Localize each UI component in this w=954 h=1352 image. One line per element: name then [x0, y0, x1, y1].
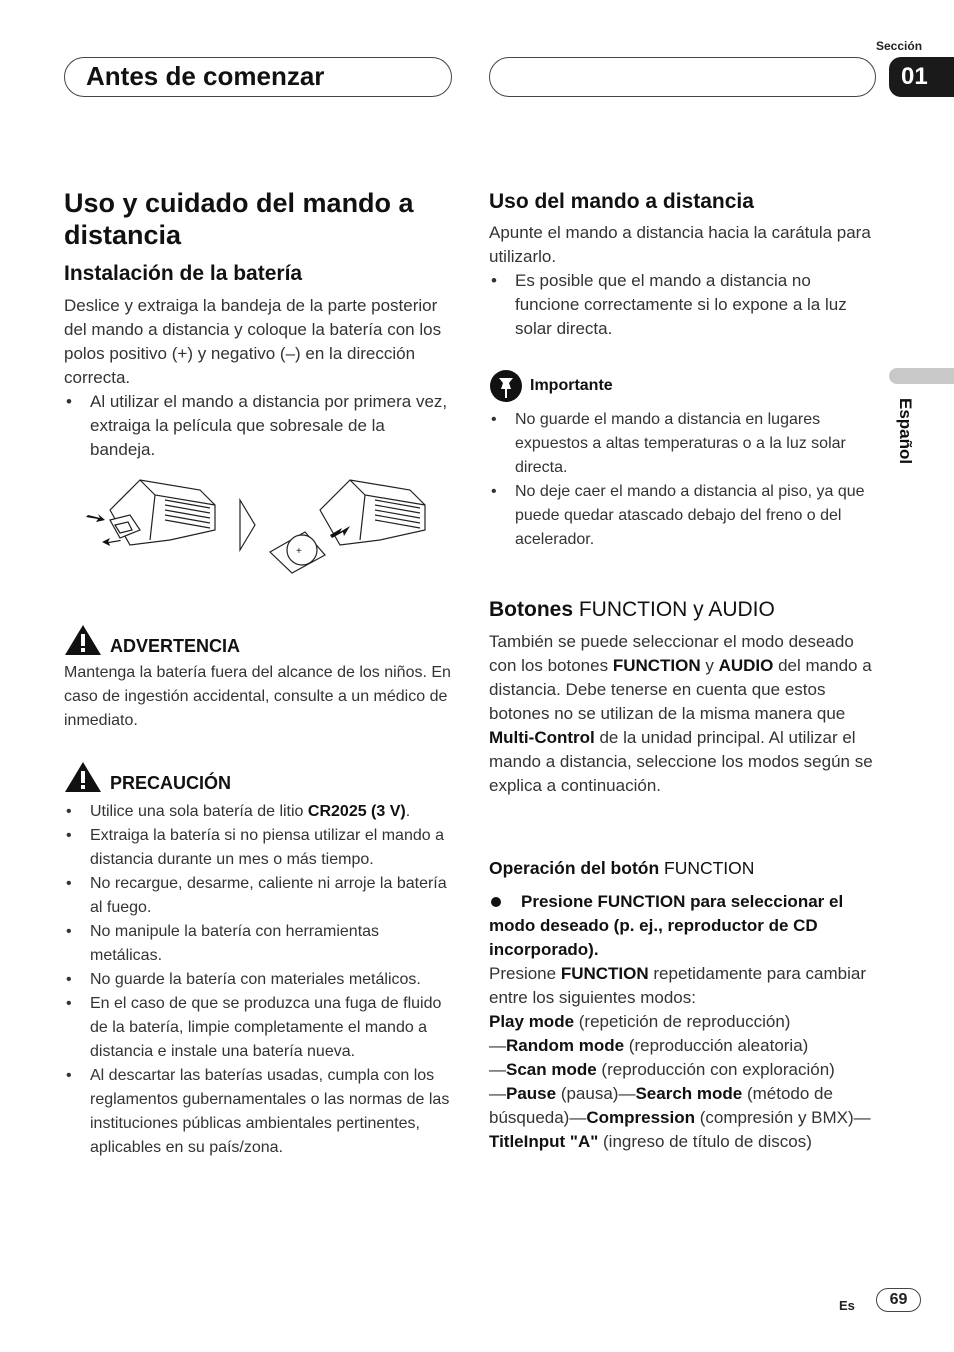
caution-bullet-6: • En el caso de que se produzca una fuga de fluido de la batería, limpie completamente el mando a distancia e instale una batería nueva.	[64, 992, 452, 1064]
operation-text: Presione FUNCTION repetidamente para cambiar entre los siguientes modos:	[489, 964, 866, 1007]
chapter-title: Antes de comenzar	[86, 61, 325, 91]
operation-section	[489, 890, 877, 1154]
important-list	[489, 408, 877, 552]
caution-bullet-7: • Al descartar las baterías usadas, cumpla con los reglamentos gubernamentales o las normas de las instituciones públicas ambientales pertinentes, aplicables en su país/zona.	[64, 1064, 452, 1160]
use-text: Apunte el mando a distancia hacia la carátula para utilizarlo.	[489, 223, 871, 266]
footer-lang-code: Es	[839, 1298, 855, 1313]
remote-tray-battery-drawing	[270, 480, 425, 573]
language-label: Español	[896, 398, 915, 465]
chevron-right-icon	[240, 500, 255, 550]
use-heading: Uso del mando a distancia	[489, 190, 754, 213]
remote-tray-open-drawing	[110, 480, 215, 545]
buttons-heading: Botones FUNCTION y AUDIO	[489, 598, 775, 621]
header-empty-box	[489, 57, 876, 97]
caution-header	[64, 759, 231, 794]
operation-step: Presione FUNCTION para seleccionar el modo deseado (p. ej., reproductor de CD incorporado).	[489, 890, 877, 962]
important-header	[489, 369, 613, 403]
caution-bullet-2: • Extraiga la batería si no piensa utilizar el mando a distancia durante un mes o más tiempo.	[64, 824, 452, 872]
main-title: Uso y cuidado del mando a distancia	[64, 188, 414, 250]
important-pin-icon	[489, 369, 523, 403]
warning-header	[64, 622, 240, 657]
language-tab-bar	[889, 368, 954, 384]
important-bullet-1: • No guarde el mando a distancia en lugares expuestos a altas temperaturas o a la luz solar directa.	[489, 408, 877, 480]
mode-sequence: Play mode (repetición de reproducción) —Random mode (reproducción aleatoria) —Scan mode (reproducción con exploración) —Pause (pausa)—Search mode (método de búsqueda)—Compression (compresión y BMX)—TitleInput "A" (ingreso de título de discos)	[489, 1012, 871, 1151]
battery-heading: Instalación de la batería	[64, 262, 303, 285]
caution-bullet-3: • No recargue, desarme, caliente ni arroje la batería al fuego.	[64, 872, 452, 920]
buttons-text: También se puede seleccionar el modo deseado con los botones FUNCTION y AUDIO del mando a distancia. Debe tenerse en cuenta que estos botones no se utilizan de la misma manera que Multi-Control de la unidad principal. Al utilizar el mando a distancia, seleccione los modos según se explica a continuación.	[489, 632, 873, 795]
warning-text: Mantenga la batería fuera del alcance de los niños. En caso de ingestión accidental, consulte a un médico de inmediato.	[64, 664, 451, 729]
warning-triangle-icon	[64, 623, 102, 657]
caution-list	[64, 800, 452, 1160]
caution-triangle-icon	[64, 760, 102, 794]
section-label: Sección	[876, 39, 923, 53]
battery-text: Deslice y extraiga la bandeja de la parte posterior del mando a distancia y coloque la batería con los polos positivo (+) y negativo (–) en la dirección correcta.	[64, 296, 442, 387]
use-bullet: • Es posible que el mando a distancia no funcione correctamente si lo expone a la luz solar directa.	[489, 269, 877, 341]
important-bullet-2: • No deje caer el mando a distancia al piso, ya que puede quedar atascado debajo del freno o del acelerador.	[489, 480, 877, 552]
caution-bullet-4: • No manipule la batería con herramientas metálicas.	[64, 920, 452, 968]
section-number-tab: 01	[889, 57, 954, 97]
svg-text:+: +	[296, 546, 302, 557]
page-number: 69	[876, 1288, 921, 1312]
important-label: Importante	[530, 377, 613, 394]
caution-bullet-1: • Utilice una sola batería de litio CR2025 (3 V).	[64, 800, 452, 824]
caution-label: PRECAUCIÓN	[110, 773, 232, 793]
warning-label: ADVERTENCIA	[110, 636, 241, 656]
battery-section	[64, 294, 452, 462]
battery-bullet: • Al utilizar el mando a distancia por primera vez, extraiga la película que sobresale de la bandeja.	[64, 390, 452, 462]
battery-install-illustration	[80, 470, 440, 580]
use-section	[489, 221, 877, 341]
caution-bullet-5: • No guarde la batería con materiales metálicos.	[64, 968, 452, 992]
operation-heading: Operación del botón FUNCTION	[489, 858, 755, 878]
